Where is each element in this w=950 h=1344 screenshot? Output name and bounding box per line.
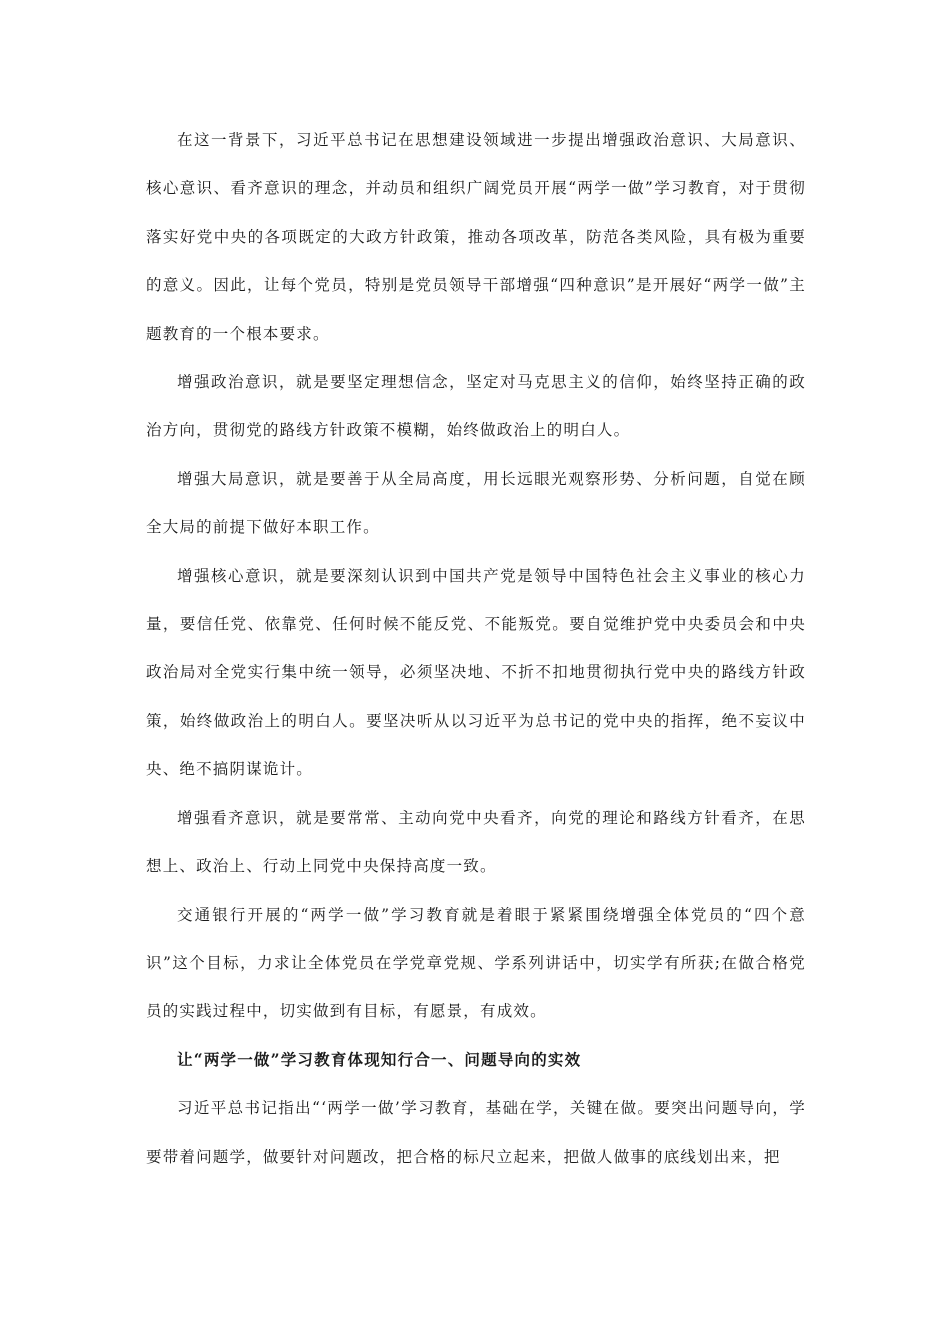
paragraph-bank-education: 交通银行开展的“两学一做”学习教育就是着眼于紧紧围绕增强全体党员的“四个意识”这个目标，力求让全体党员在学党章党规、学系列讲话中，切实学有所获;在做合格党员的实践过程中，切实做到有目标，有愿景，有成效。 <box>146 905 806 1021</box>
paragraph-political-awareness: 增强政治意识，就是要坚定理想信念，坚定对马克思主义的信仰，始终坚持正确的政治方向，贯彻党的路线方针政策不模糊，始终做政治上的明白人。 <box>146 373 806 440</box>
paragraph-background: 在这一背景下，习近平总书记在思想建设领域进一步提出增强政治意识、大局意识、核心意识、看齐意识的理念，并动员和组织广阔党员开展“两学一做”学习教育，对于贯彻落实好党中央的各项既定的大政方针政策，推动各项改革，防范各类风险，具有极为重要的意义。因此，让每个党员，特别是党员领导干部增强“四种意识”是开展好“两学一做”主题教育的一个根本要求。 <box>146 131 806 343</box>
paragraph-overall-awareness: 增强大局意识，就是要善于从全局高度，用长远眼光观察形势、分析问题，自觉在顾全大局的前提下做好本职工作。 <box>146 469 806 537</box>
paragraph-quote: 习近平总书记指出“‘两学一做’学习教育，基础在学，关键在做。要突出问题导向，学要带着问题学，做要针对问题改，把合格的标尺立起来，把做人做事的底线划出来，把 <box>146 1099 806 1166</box>
document-body <box>146 116 806 1181</box>
section-heading: 让“两学一做”学习教育体现知行合一、问题导向的实效 <box>177 1049 582 1069</box>
paragraph-alignment-awareness: 增强看齐意识，就是要常常、主动向党中央看齐，向党的理论和路线方针看齐，在思想上、政治上、行动上同党中央保持高度一致。 <box>146 808 806 876</box>
paragraph-core-awareness: 增强核心意识，就是要深刻认识到中国共产党是领导中国特色社会主义事业的核心力量，要信任党、依靠党、任何时候不能反党、不能叛党。要自觉维护党中央委员会和中央政治局对全党实行集中统一领导，必须坚决地、不折不扣地贯彻执行党中央的路线方针政策，始终做政治上的明白人。要坚决听从以习近平为总书记的党中央的指挥，绝不妄议中央、绝不搞阴谋诡计。 <box>146 566 806 779</box>
